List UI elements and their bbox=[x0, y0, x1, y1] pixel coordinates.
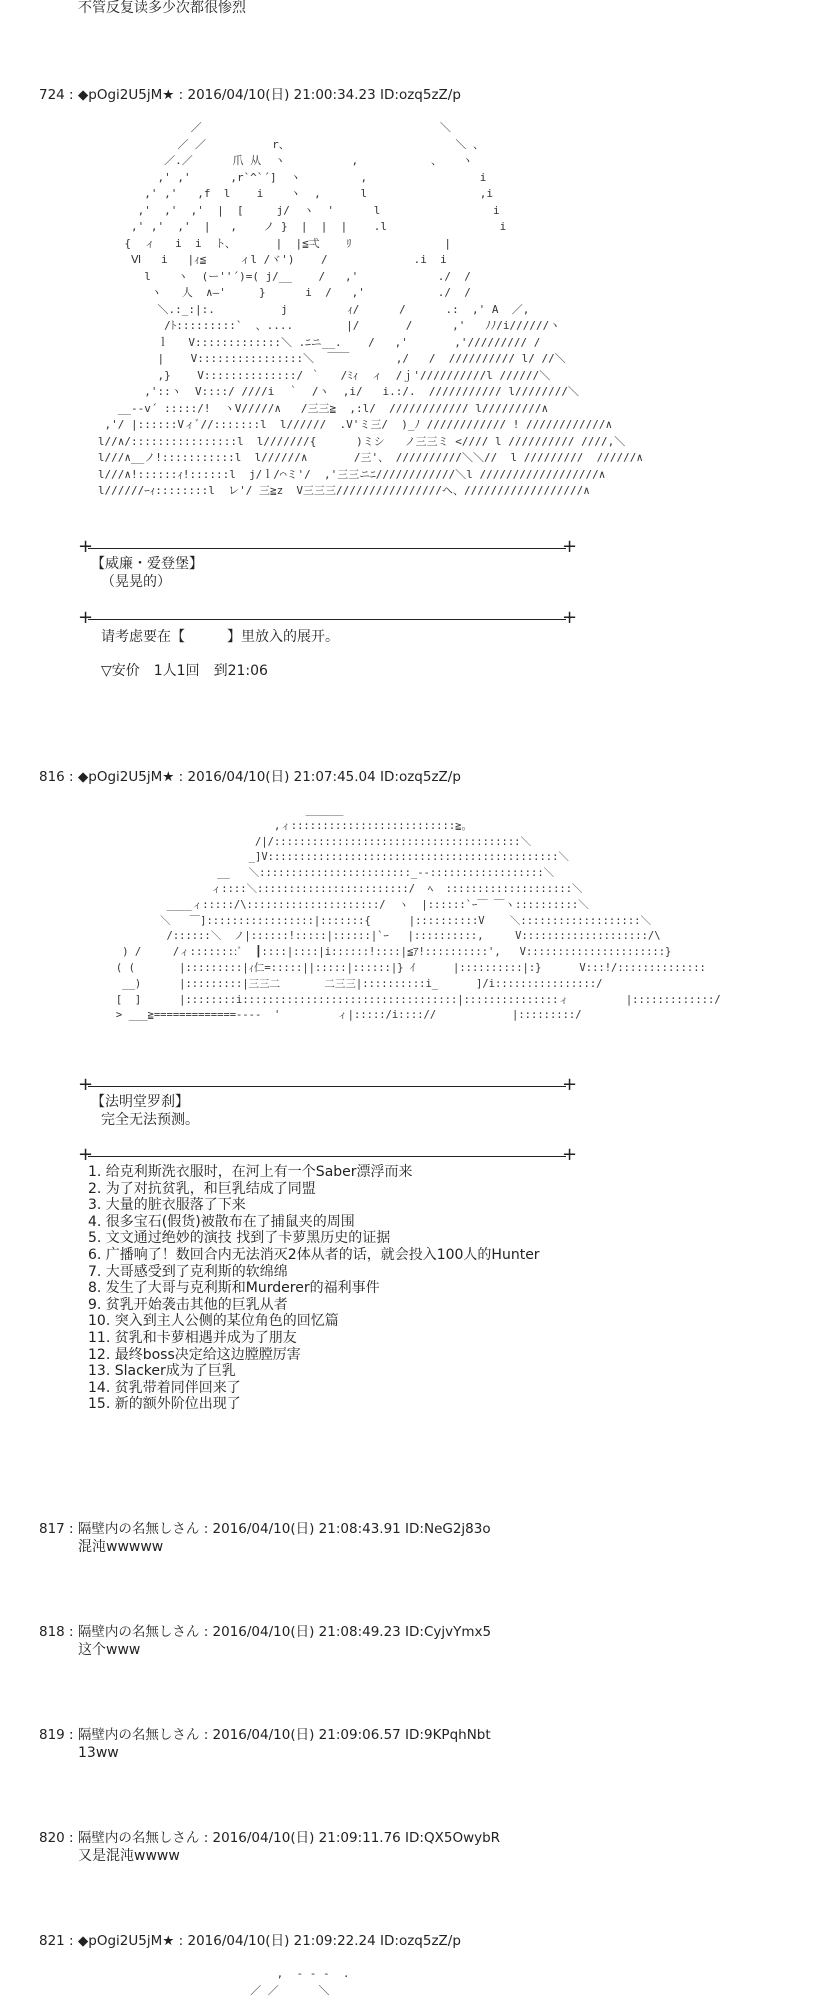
option-item: 11. 贫乳和卡萝相遇并成为了朋友 bbox=[88, 1329, 297, 1346]
separator-plus-right: + bbox=[562, 607, 578, 628]
post-header-816: 816 : ◆pOgi2U5jM★ : 2016/04/10(日) 21:07:45.04 ID:ozq5zZ/p bbox=[39, 769, 461, 785]
option-item: 7. 大哥感受到了克利斯的软绵绵 bbox=[88, 1263, 288, 1280]
post-header-724: 724 : ◆pOgi2U5jM★ : 2016/04/10(日) 21:00:34.23 ID:ozq5zZ/p bbox=[39, 87, 461, 103]
post-header-817: 817 : 隔壁内の名無しさん : 2016/04/10(日) 21:08:43.91 ID:NeG2j83o bbox=[39, 1521, 491, 1537]
option-item: 4. 很多宝石(假货)被散布在了捕鼠夹的周围 bbox=[88, 1213, 355, 1230]
separator-line bbox=[88, 1086, 566, 1087]
previous-post-tail: 不管反复读多少次都很惨烈 bbox=[78, 0, 246, 16]
option-item: 14. 贫乳带着同伴回来了 bbox=[88, 1379, 241, 1396]
character-name: 【威廉・爱登堡】 bbox=[91, 556, 203, 572]
post-header-818: 818 : 隔壁内の名無しさん : 2016/04/10(日) 21:08:49.23 ID:CyjvYmx5 bbox=[39, 1624, 492, 1640]
separator-plus-left: + bbox=[78, 1144, 94, 1165]
separator-plus-right: + bbox=[562, 1144, 578, 1165]
character-line: （晃晃的） bbox=[101, 574, 171, 590]
separator-line bbox=[88, 548, 566, 549]
ascii-art-partial: , - ‐ - . ／ ／ ＼ bbox=[250, 1967, 350, 1997]
post-body-817: 混沌wwwww bbox=[78, 1539, 164, 1555]
separator-plus-left: + bbox=[78, 1074, 94, 1095]
post-body-819: 13ww bbox=[78, 1745, 119, 1761]
option-item: 12. 最终boss决定给这边膛膛厉害 bbox=[88, 1346, 301, 1363]
ascii-art-william: ／ ＼ ／ ／ r、 ＼ 、 ／.／ 爪 从 ヽ , 、 ヽ ,' ,' ,r`^`´] ヽ , i ,' ,' ,f l i ヽ , l ,i ,' ,' ,' | [ j/ ヽ ' l i ,' ,' ,' | , ノ } | | | .l i { ィ i i ト、 | |≦弌 ﾘ | Ⅵ i |ｨ≦ ィl /ヾ') / .i i l ヽ (ー''´)=( j/__ / ,' ./ / ヽ 人 ∧―' } i / ,' ./ / ＼.:_:|:. j ｨ/ / .: ,' A ／, /ﾄ:::::::::` 、.... |/ / ,' ﾉﾉ/i//////ヽ ｌ V:::::::::::::＼ .ﾆニ__. / ,' ,'///////// / | V::::::::::::::::＼ ￣￣ ,/ / ////////// l/ //＼ ,} V::::::::::::::/ ｀ /ﾐｨ ィ /ｊ'//////////l //////＼ ,'::ヽ V::::/ ////i ｀ /ヽ ,i/ i.:/. /////////// l////////＼ __-‐v´ :::::/! ヽV/////∧ /三三≧ ,:l/ //////////// l/////////∧ ,'/ |::::::Vィﾞ//:::::::l l////// .V'ミ三/ )_ﾉ //////////// ! ////////////∧ l//∧/::::::::::::::::l l///////{ )ミシ ノ三三ミ <//// l ////////// ////,＼ l///∧__ノ!:::::::::::l l//////∧ /三'、 //////////＼＼// l ///////// //////∧ l///∧!::::::ｨ!::::::l j/ｌ/⌒ミ'/ ,'三三ニﾆ////////////＼l //////////////////∧ l//////ｰｨ::::::::l レ'/ 三≧z V三三三////////////////ヘ、//////////////////∧ bbox=[97, 121, 643, 497]
option-item: 10. 突入到主人公侧的某位角色的回忆篇 bbox=[88, 1313, 339, 1330]
option-item: 8. 发生了大哥与克利斯和Murderer的福利事件 bbox=[88, 1280, 380, 1297]
character-line: 完全无法预测。 bbox=[101, 1112, 199, 1128]
separator-line bbox=[88, 619, 566, 620]
option-item: 15. 新的额外阶位出现了 bbox=[88, 1396, 241, 1413]
separator-plus-left: + bbox=[78, 536, 94, 557]
separator-plus-right: + bbox=[562, 1074, 578, 1095]
option-list bbox=[88, 1164, 540, 1413]
post-header-819: 819 : 隔壁内の名無しさん : 2016/04/10(日) 21:09:06.57 ID:9KPqhNbt bbox=[39, 1727, 491, 1743]
post-body-818: 这个www bbox=[78, 1642, 141, 1658]
option-item: 1. 给克利斯洗衣服时，在河上有一个Saber漂浮而来 bbox=[88, 1164, 413, 1180]
option-item: 3. 大量的脏衣服落了下来 bbox=[88, 1197, 246, 1214]
option-item: 5. 文文通过绝妙的演技 找到了卡萝黑历史的证据 bbox=[88, 1230, 391, 1247]
post-header-820: 820 : 隔壁内の名無しさん : 2016/04/10(日) 21:09:11.76 ID:QX5OwybR bbox=[39, 1830, 501, 1846]
separator-plus-right: + bbox=[562, 536, 578, 557]
option-item: 6. 广播响了！数回合内无法消灭2体从者的话，就会投入100人的Hunter bbox=[88, 1246, 540, 1263]
prompt-text: 请考虑要在【 】里放入的展开。 bbox=[101, 629, 339, 645]
separator-line bbox=[88, 1156, 566, 1157]
ascii-art-houmeidou: ______ ,ィ::::::::::::::::::::::::::≧。 /|/:::::::::::::::::::::::::::::::::::::::＼ _]V::::::::::::::::::::::::::::::::::::::::::::::＼ __ ＼::::::::::::::::::::::::_--::::::::::::::::::＼ ィ::::＼::::::::::::::::::::::::/ ﾍ ::::::::::::::::::::＼ ____ィ:::::/\:::::::::::::::::::::/ ヽ |::::::`ｰ￣ ￣ヽ::::::::::＼ ＼ ￣]:::::::::::::::::|:::::::{ |::::::::::V ＼:::::::::::::::::::＼ /::::::＼ ノ|::::::!:::::|::::::|`ｰ |::::::::::, V::::::::::::::::::::/\ ) / /ィ::::::::ﾞ ┃::::|::::|i::::::!::::|≦ｱ!::::::::::', V::::::::::::::::::::::} ( ( |:::::::::|ｨ仁=:::::||:::::|::::::|} ｲ |::::::::::|:} V:::!/:::::::::::::: __) |:::::::::|三三二 二三三|::::::::::i_ ]/i::::::::::::::::/ [ ] |::::::::i::::::::::::::::::::::::::::::::::|:::::::::::::::ィ |:::::::::::::/ > ___≧=============---‐ ' ィ|:::::/i::::// |:::::::::/ bbox=[115, 804, 721, 1022]
option-item: 9. 贫乳开始袭击其他的巨乳从者 bbox=[88, 1296, 288, 1313]
character-name: 【法明堂罗刹】 bbox=[91, 1094, 189, 1110]
post-header-821: 821 : ◆pOgi2U5jM★ : 2016/04/10(日) 21:09:22.24 ID:ozq5zZ/p bbox=[39, 1933, 461, 1949]
post-body-820: 又是混沌wwww bbox=[78, 1848, 180, 1864]
option-item: 2. 为了对抗贫乳，和巨乳结成了同盟 bbox=[88, 1180, 316, 1197]
option-item: 13. Slacker成为了巨乳 bbox=[88, 1363, 236, 1380]
vote-rule: ▽安价 1人1回 到21:06 bbox=[101, 663, 268, 679]
separator-plus-left: + bbox=[78, 607, 94, 628]
